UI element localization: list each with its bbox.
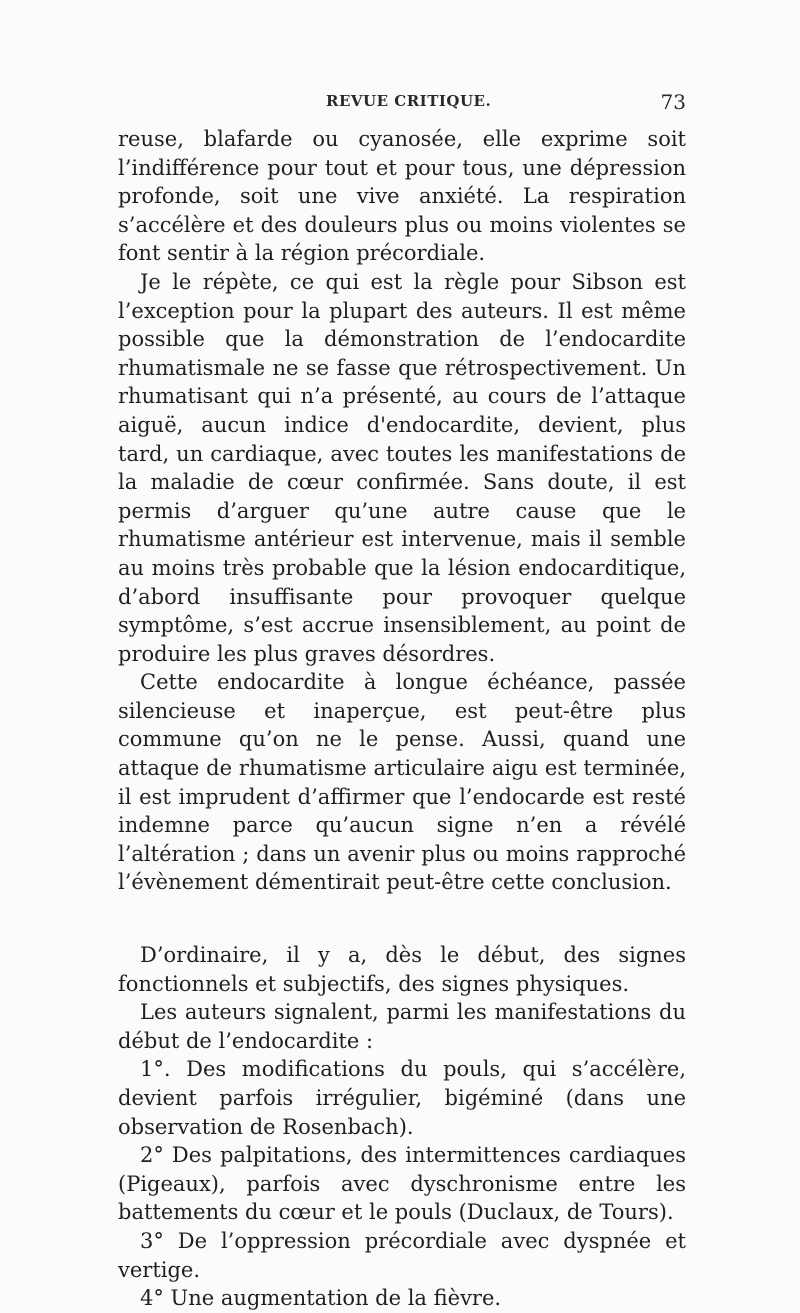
list-item-pouls: 1°. Des modifications du pouls, qui s’accélère, devient parfois irrégulier, bigéminé (dans une observation de Rosenbach). (118, 1057, 686, 1139)
list-item-palpitations: 2° Des palpitations, des intermittences cardiaques (Pigeaux), parfois avec dyschronisme entre les battements du cœur et le pouls (Duclaux, de Tours). (118, 1143, 686, 1225)
paragraph-signes: D’ordinaire, il y a, dès le début, des signes fonctionnels et subjectifs, des signes physiques. (118, 943, 686, 996)
page-body (118, 125, 686, 1313)
page-number: 73 (660, 90, 686, 114)
page-header (118, 92, 686, 122)
paragraph-sibson: Je le répète, ce qui est la règle pour Sibson est l’exception pour la plupart des auteurs. Il est même possible que la démonstration de l’endocardite rhumatismale ne se fasse que rétrospectivement. Un rhumatisant qui n’a présenté, au cours de l’attaque aiguë, aucun indice d'endocardite, devient, plus tard, un cardiaque, avec toutes les manifestations de la maladie de cœur confirmée. Sans doute, il est permis d’arguer qu’une autre cause que le rhumatisme antérieur est intervenue, mais il semble au moins très probable que la lésion endocarditique, d’abord insuffisante pour provoquer quelque symptôme, s’est accrue insensiblement, au point de produire les plus graves désordres. (118, 269, 686, 666)
paragraph-continued: reuse, blafarde ou cyanosée, elle exprime soit l’indifférence pour tout et pour tous, une dépression profonde, soit une vive anxiété. La respiration s’accélère et des douleurs plus ou moins violentes se font sentir à la région précordiale. (118, 127, 686, 266)
paragraph-endocardite-longue-echeance: Cette endocardite à longue échéance, passée silencieuse et inaperçue, est peut-être plus commune qu’on ne le pense. Aussi, quand une attaque de rhumatisme articulaire aigu est terminée, il est imprudent d’affirmer que l’endocarde est resté indemne parce qu’aucun signe n’en a révélé l’altération ; dans un avenir plus ou moins rapproché l’évènement démentirait peut-être cette conclusion. (118, 670, 686, 895)
section-break (118, 897, 686, 941)
running-title: REVUE CRITIQUE. (326, 92, 492, 110)
list-item-oppression: 3° De l’oppression précordiale avec dyspnée et vertige. (118, 1228, 686, 1282)
list-item-fievre: 4° Une augmentation de la fièvre. (140, 1286, 502, 1311)
paragraph-auteurs-signalent: Les auteurs signalent, parmi les manifestations du début de l’endocardite : (118, 1000, 686, 1053)
